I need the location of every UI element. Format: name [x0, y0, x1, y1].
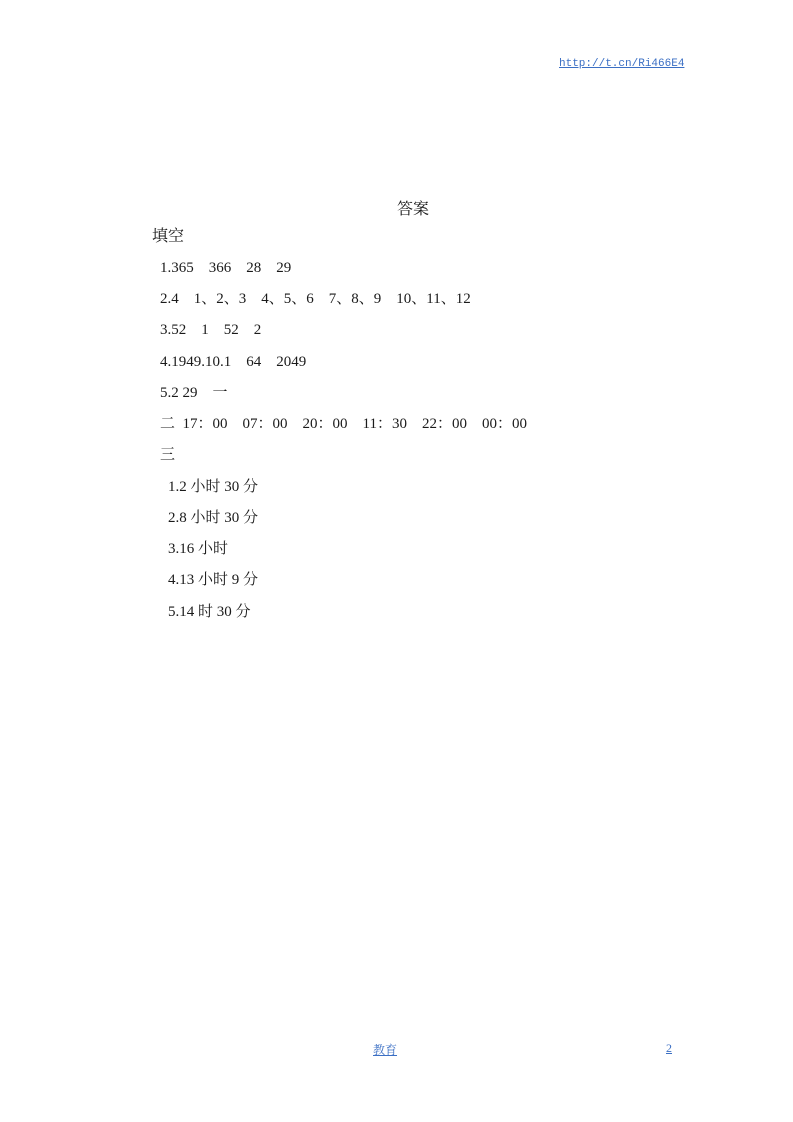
page-title: 答案: [396, 201, 429, 218]
header-link[interactable]: http://t.cn/Ri466E4: [559, 58, 685, 70]
section-2-answers: 二 17：00 07：00 20：00 11：30 22：00 00：00: [160, 416, 527, 432]
section-3-answer-1: 1.2 小时 30 分: [168, 479, 259, 495]
fill-blank-answer-2: 2.4 1、2、3 4、5、6 7、8、9 10、11、12: [160, 291, 471, 307]
page-number: 2: [666, 1041, 672, 1055]
section-heading-3: 三: [160, 447, 176, 463]
section-heading-fill-blank: 填空: [152, 228, 185, 245]
section-3-answer-2: 2.8 小时 30 分: [168, 510, 259, 526]
fill-blank-answer-3: 3.52 1 52 2: [160, 322, 262, 338]
section-3-answer-3: 3.16 小时: [168, 541, 229, 557]
fill-blank-answer-5: 5.2 29 一: [160, 385, 228, 401]
section-3-answer-4: 4.13 小时 9 分: [168, 572, 259, 588]
footer-link[interactable]: 教育: [373, 1043, 398, 1057]
section-3-answer-5: 5.14 时 30 分: [168, 604, 251, 620]
fill-blank-answer-1: 1.365 366 28 29: [160, 260, 292, 276]
fill-blank-answer-4: 4.1949.10.1 64 2049: [160, 354, 307, 370]
